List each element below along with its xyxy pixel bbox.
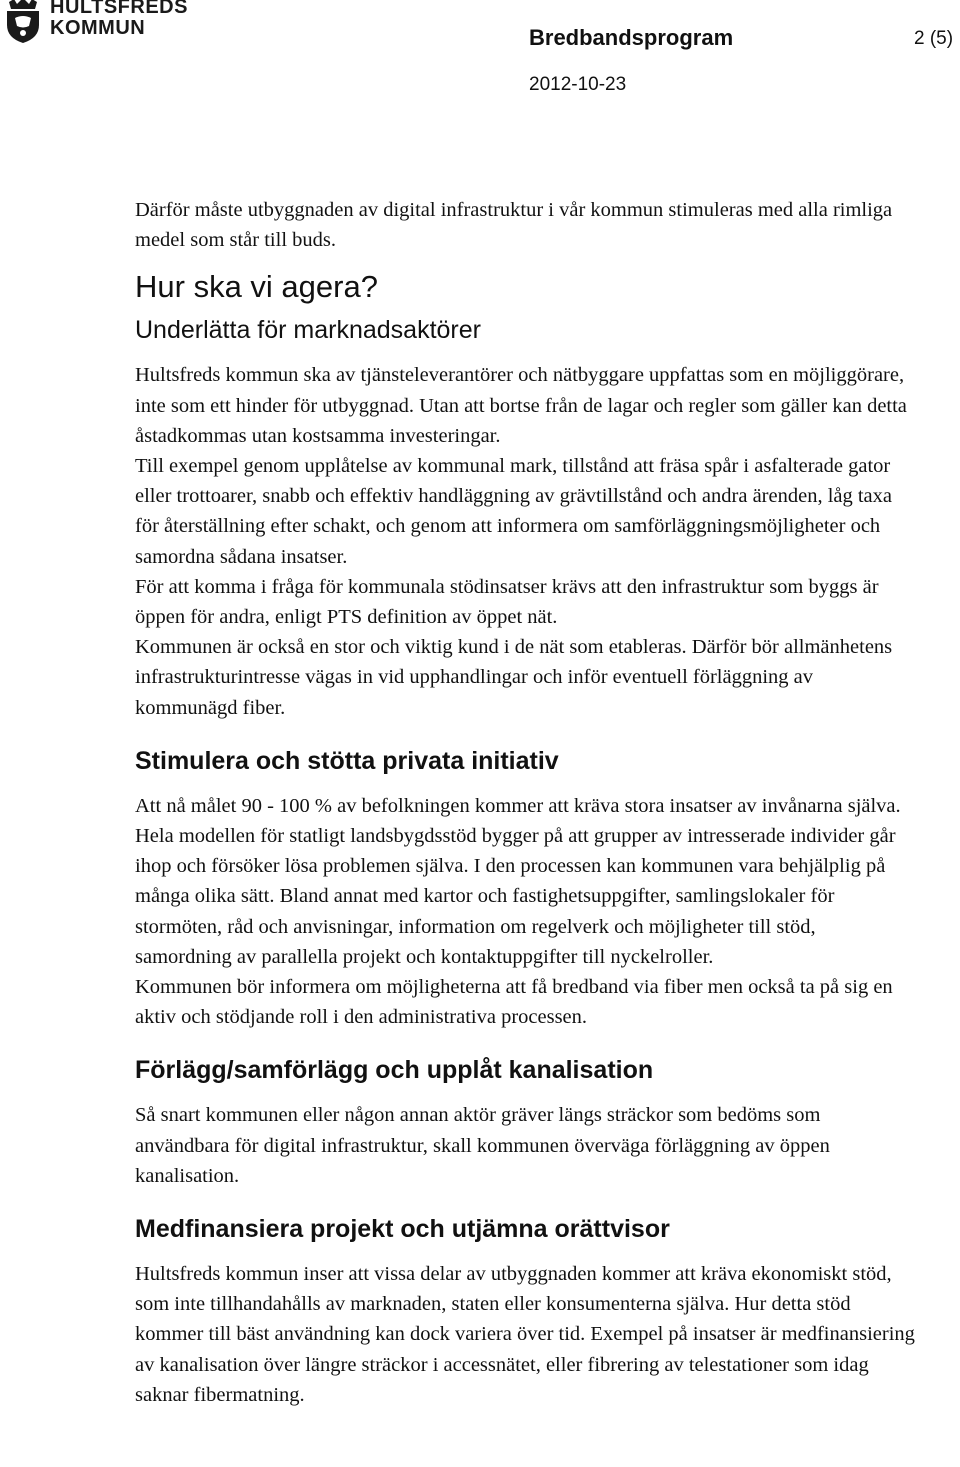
paragraph: Hultsfreds kommun ska av tjänsteleverantörer och nätbyggare uppfattas som en möjliggörare, inte som ett hinder för utbyggnad. Utan att bortse från de lagar och regler som gäller kan detta åstadkommas utan kostsamma investeringar. — [135, 364, 907, 447]
section-heading-privata-initiativ: Stimulera och stötta privata initiativ — [135, 746, 559, 775]
document-title: Bredbandsprogram — [529, 25, 734, 50]
section-heading-medfinansiera: Medfinansiera projekt och utjämna orättvisor — [135, 1215, 670, 1244]
page-number: 2 (5) — [914, 28, 954, 49]
logo-text — [50, 0, 188, 39]
paragraph: Till exempel genom upplåtelse av kommunal mark, tillstånd att fräsa spår i asfalterade gator eller trottoarer, snabb och effektiv handläggning av grävtillstånd och andra ärenden, låg taxa för återställning efter schakt, och genom att informera om samförläggningsmöjligheter och samordna sådana insatser. — [135, 455, 893, 568]
paragraph: Kommunen är också en stor och viktig kund i de nät som etableras. Därför bör allmänhetens infrastrukturintresse vägas in vid upphandlingar och inför eventuell förläggning av kommunägd fiber. — [135, 636, 893, 719]
section-heading-kanalisation: Förlägg/samförlägg och upplåt kanalisation — [135, 1056, 654, 1085]
logo-line-1: HULTSFREDS — [50, 0, 188, 18]
municipality-logo — [0, 0, 200, 48]
paragraph: Kommunen bör informera om möjligheterna att få bredband via fiber men också ta på sig en aktiv och stödjande roll i den administrativa processen. — [135, 976, 893, 1029]
intro-paragraph: Därför måste utbyggnaden av digital infrastruktur i vår kommun stimuleras med alla rimliga medel som står till buds. — [135, 199, 893, 252]
document-body — [135, 195, 915, 1410]
paragraph: Att nå målet 90 - 100 % av befolkningen kommer att kräva stora insatser av invånarna själva. Hela modellen för statligt landsbygdsstöd bygger på att grupper av intresserade individer går ihop och försöker lösa problemen själva. I den processen kan kommunen vara behjälplig på många olika sätt. Bland annat med kartor och fastighetsuppgifter, samlingslokaler för stormöten, råd och anvisningar, information om regelverk och möjligheter till stöd, samordning av parallella projekt och kontaktuppgifter till nyckelroller. — [135, 794, 901, 968]
paragraph: För att komma i fråga för kommunala stödinsatser krävs att den infrastruktur som byggs är öppen för andra, enligt PTS definition av öppet nät. — [135, 575, 879, 629]
section-heading-marknadsaktorer: Underlätta för marknadsaktörer — [135, 316, 481, 345]
main-heading: Hur ska vi agera? — [135, 269, 378, 305]
crown-shield-icon — [3, 0, 43, 44]
document-date: 2012-10-23 — [529, 74, 627, 95]
logo-line-2: KOMMUN — [50, 17, 146, 39]
paragraph: Så snart kommunen eller någon annan aktör gräver längs sträckor som bedöms som användbara för digital infrastruktur, skall kommunen överväga förläggning av öppen kanalisation. — [135, 1104, 830, 1187]
paragraph: Hultsfreds kommun inser att vissa delar av utbyggnaden kommer att kräva ekonomiskt stöd, som inte tillhandahålls av marknaden, staten eller konsumenterna själva. Hur detta stöd kommer till bäst användning kan dock variera över tid. Exempel på insatser är medfinansiering av kanalisation över längre sträckor i accessnätet, eller fibrering av telestationer som idag saknar fibermatning. — [135, 1263, 915, 1406]
